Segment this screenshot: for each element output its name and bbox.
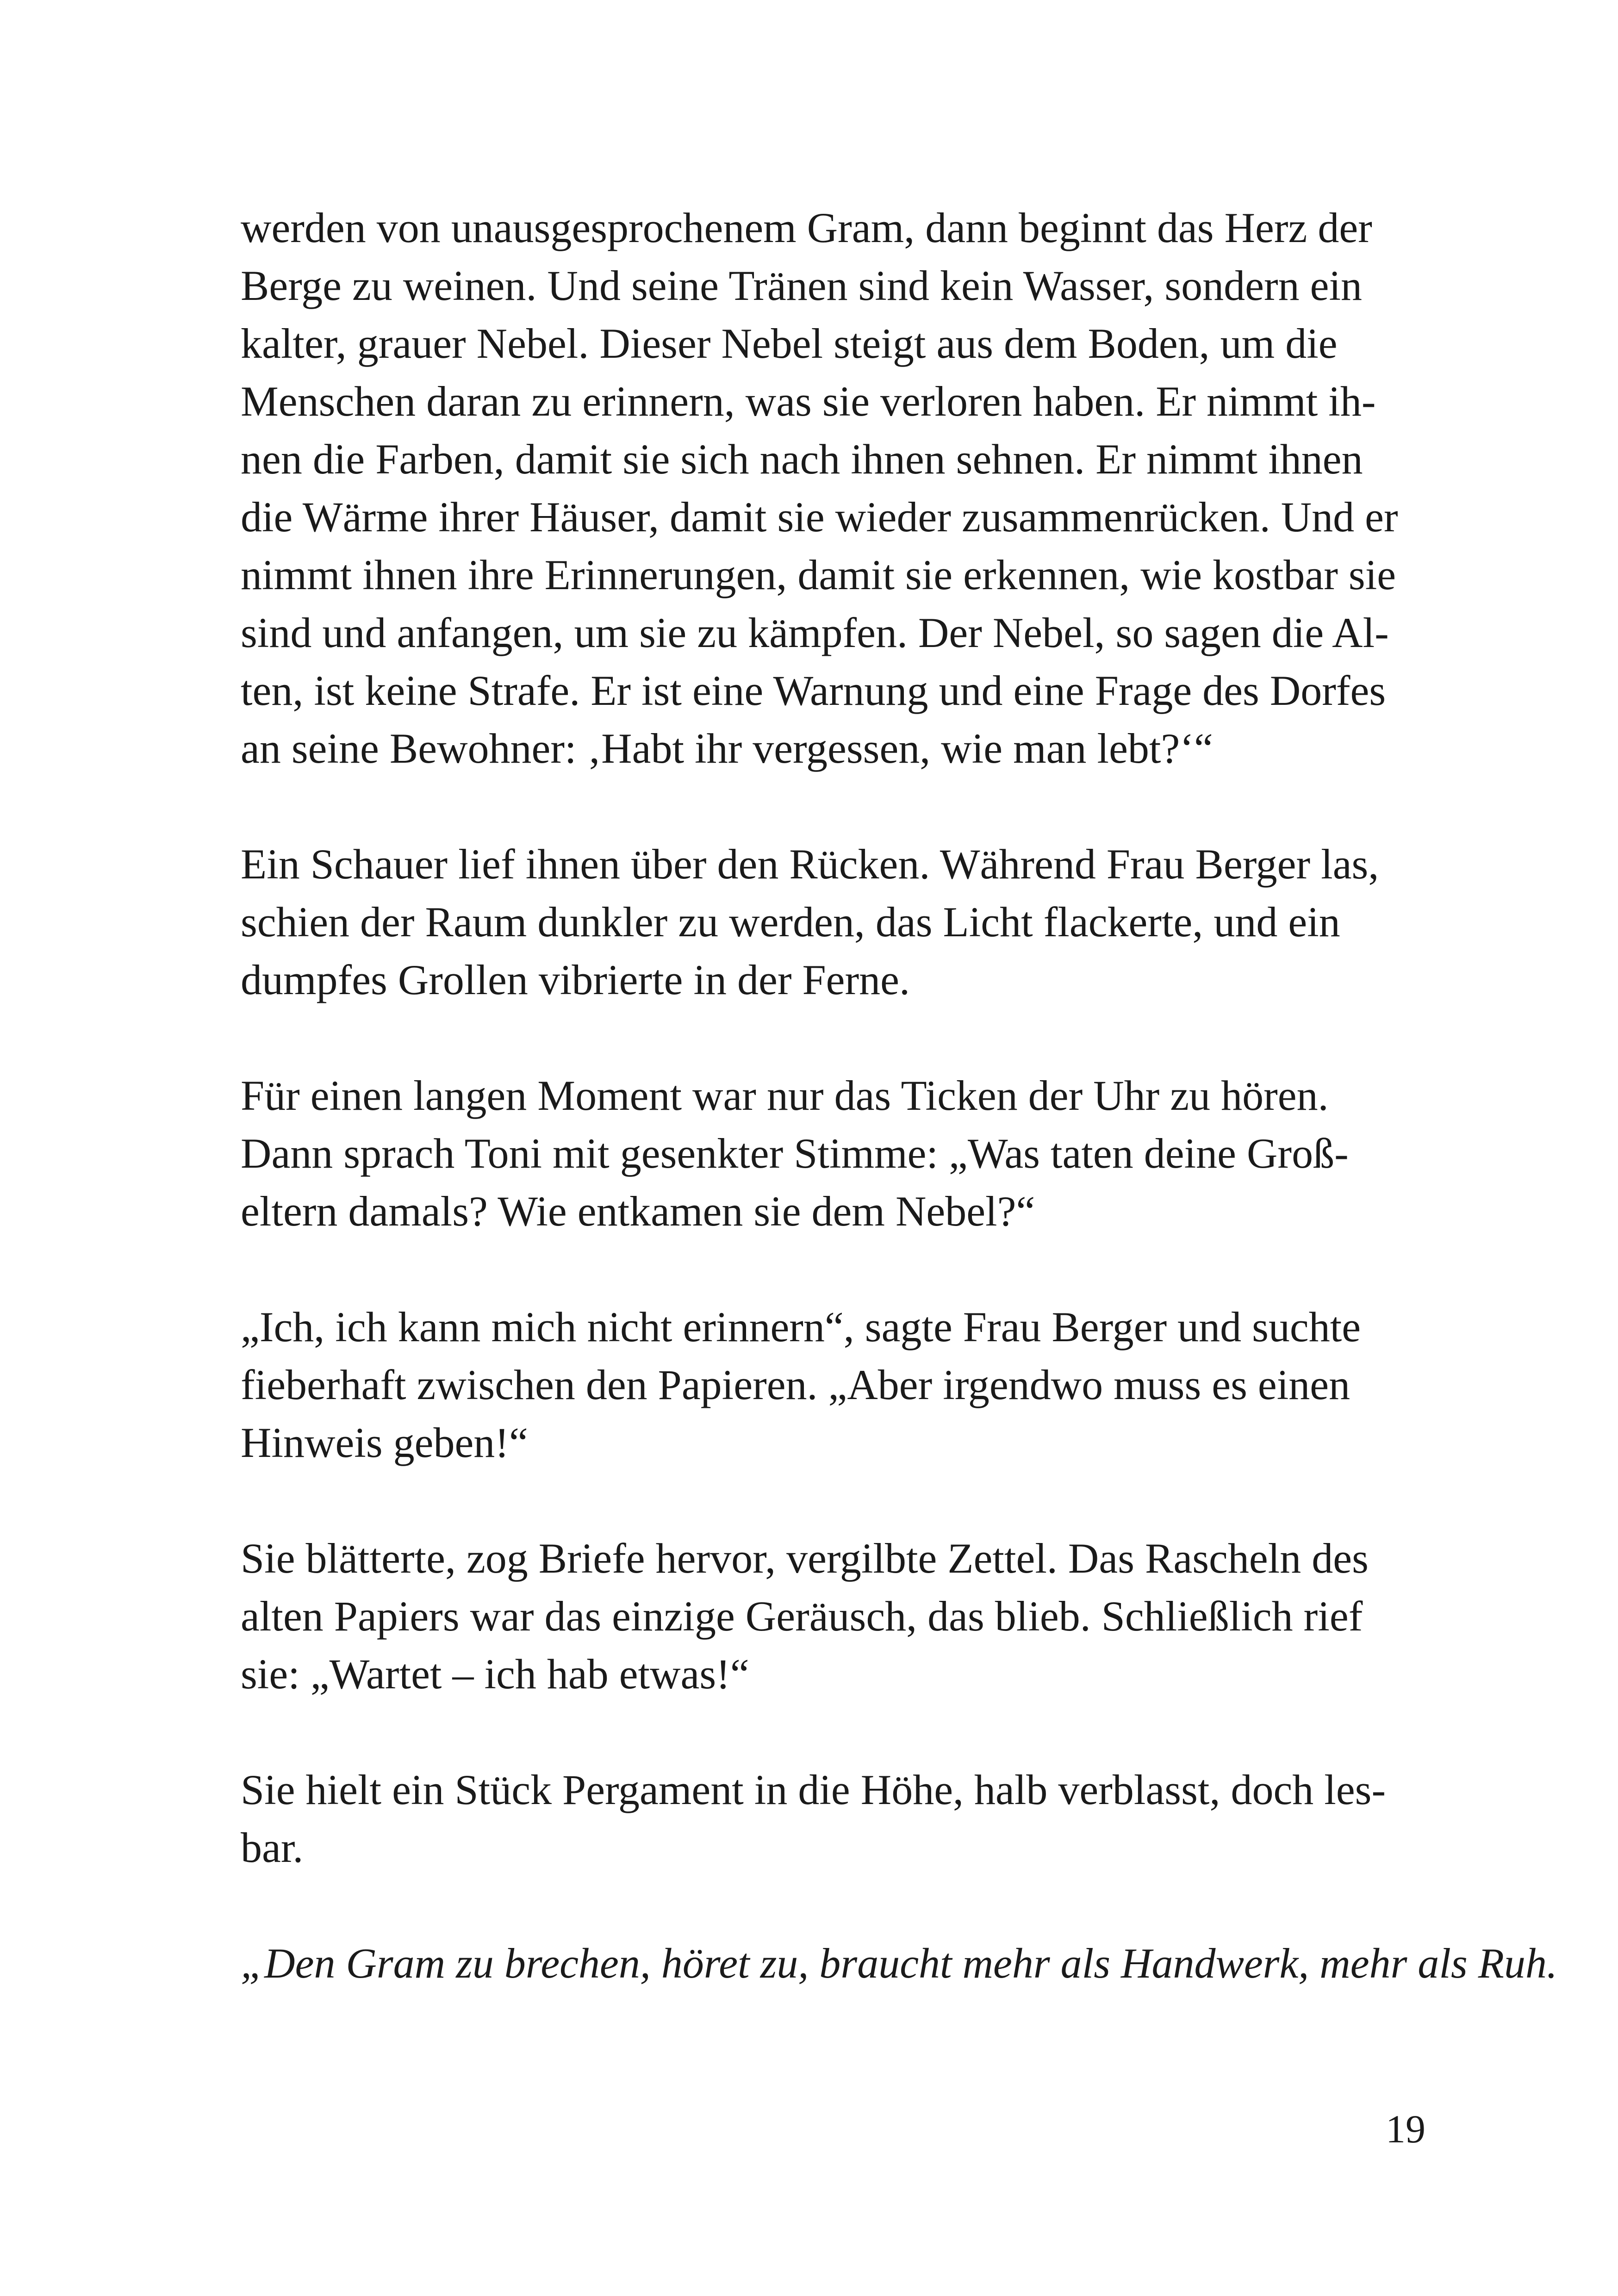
verse-line: „Den Gram zu brechen, höret zu, braucht mehr als Handwerk, mehr als Ruh. bbox=[241, 1940, 1557, 1987]
paragraph-legend-ending: werden von unausgesprochenem Gram, dann beginnt das Herz der Berge zu weinen. Und seine Tränen sind kein Wasser, sondern ein kalter, grauer Nebel. Dieser Nebel steigt aus dem Boden, um die Menschen daran zu erinnern, was sie verloren haben. Er nimmt ih- nen die Farben, damit sie sich nach ihnen sehnen. Er nimmt ihnen die Wärme ihrer Häuser, damit sie wieder zusammenrücken. Und er nimmt ihnen ihre Erinnerungen, damit sie erkennen, wie kostbar sie sind und anfangen, um sie zu kämpfen. Der Nebel, so sagen die Al- ten, ist keine Strafe. Er ist eine Warnung und eine Frage des Dorfes an seine Bewohner: ‚Habt ihr vergessen, wie man lebt?‘“ bbox=[241, 204, 1398, 772]
paragraph-parchment: Sie hielt ein Stück Pergament in die Höhe, halb verblasst, doch les- bar. bbox=[241, 1766, 1386, 1871]
paragraph-toni-question: Für einen langen Moment war nur das Ticken der Uhr zu hören. Dann sprach Toni mit gesenkter Stimme: „Was taten deine Groß- eltern damals? Wie entkamen sie dem Nebel?“ bbox=[241, 1072, 1349, 1235]
page-number: 19 bbox=[1386, 2107, 1425, 2151]
paragraph-searching-papers: Sie blätterte, zog Briefe hervor, vergilbte Zettel. Das Rascheln des alten Papiers war das einzige Geräusch, das blieb. Schließlich rief sie: „Wartet – ich hab etwas!“ bbox=[241, 1535, 1369, 1698]
body-text bbox=[241, 199, 1557, 1992]
paragraph-frau-berger-reply: „Ich, ich kann mich nicht erinnern“, sagte Frau Berger und suchte fieberhaft zwischen den Papieren. „Aber irgendwo muss es einen Hinweis geben!“ bbox=[241, 1303, 1361, 1466]
paragraph-shiver: Ein Schauer lief ihnen über den Rücken. Während Frau Berger las, schien der Raum dunkler zu werden, das Licht flackerte, und ein dumpfes Grollen vibrierte in der Ferne. bbox=[241, 840, 1379, 1003]
